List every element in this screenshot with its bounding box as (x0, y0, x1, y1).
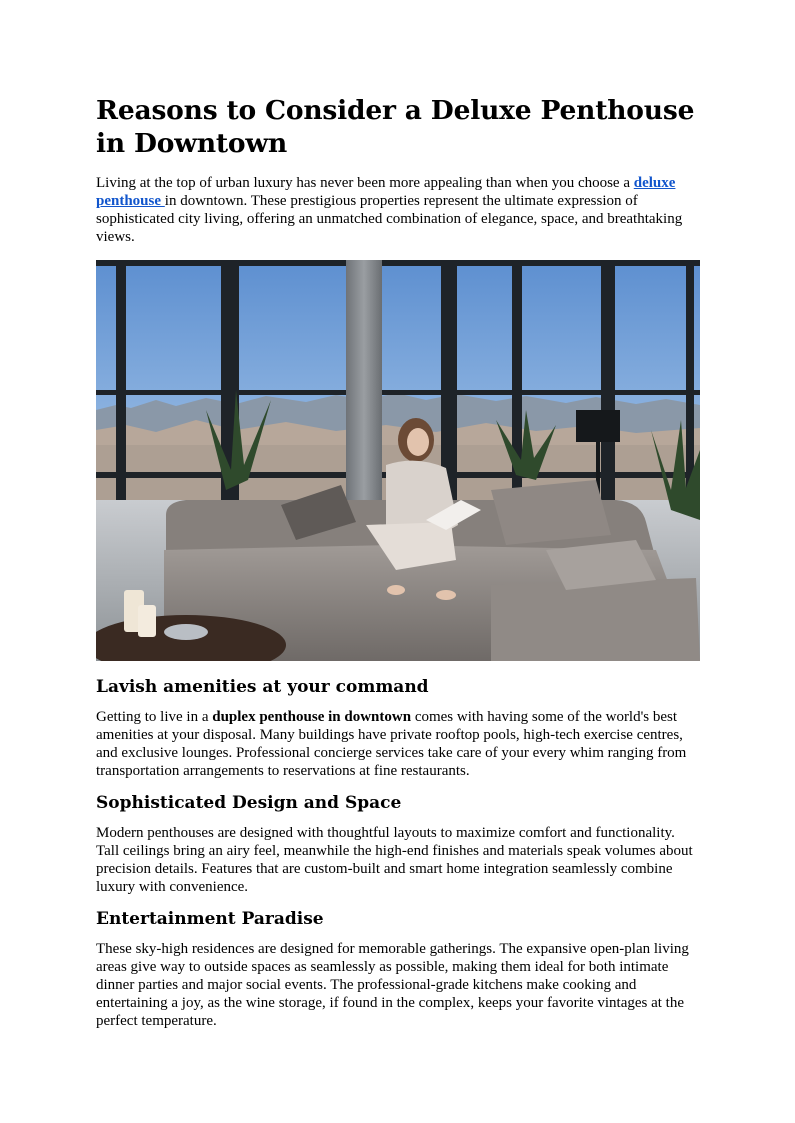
section-body-design: Modern penthouses are designed with thoughtful layouts to maximize comfort and functionality. Tall ceilings bring an airy feel, meanwhile the high-end finishes and materials speak volumes about precision details. Features that are custom-built and smart home integration seamlessly combine luxury with convenience. (96, 825, 693, 895)
penthouse-living-room-photo (96, 260, 700, 661)
intro-paragraph (96, 174, 700, 246)
article (96, 94, 700, 1030)
amenities-text-start: Getting to live in a (96, 709, 213, 725)
section-body-amenities (96, 708, 700, 780)
page-title: Reasons to Consider a Deluxe Penthouse in Downtown (96, 95, 695, 159)
deluxe-penthouse-link[interactable]: deluxe penthouse (96, 175, 676, 209)
section-body-entertainment: These sky-high residences are designed for memorable gatherings. The expansive open-plan living areas give way to outside spaces as seamlessly as possible, making them ideal for both intimate dinner parties and major social events. The professional-grade kitchens make cooking and entertaining a joy, as the wine storage, if found in the complex, keeps your favorite vintages at the perfect temperature. (96, 941, 689, 1029)
intro-text-end: in downtown. These prestigious properties represent the ultimate expression of sophisticated city living, offering an unmatched combination of elegance, space, and breathtaking views. (96, 193, 683, 245)
hero-image (96, 260, 700, 661)
section-heading-amenities: Lavish amenities at your command (96, 677, 429, 697)
amenities-text-end: comes with having some of the world's best amenities at your disposal. Many buildings have private rooftop pools, high-tech exercise centres, and exclusive lounges. Professional concierge services take care of your every whim ranging from transportation arrangements to reservations at fine restaurants. (96, 709, 687, 779)
amenities-bold-phrase: duplex penthouse in downtown (212, 709, 412, 725)
intro-text-start: Living at the top of urban luxury has never been more appealing than when you choose a (96, 175, 634, 191)
section-heading-entertainment: Entertainment Paradise (96, 909, 324, 929)
section-heading-design: Sophisticated Design and Space (96, 793, 402, 813)
